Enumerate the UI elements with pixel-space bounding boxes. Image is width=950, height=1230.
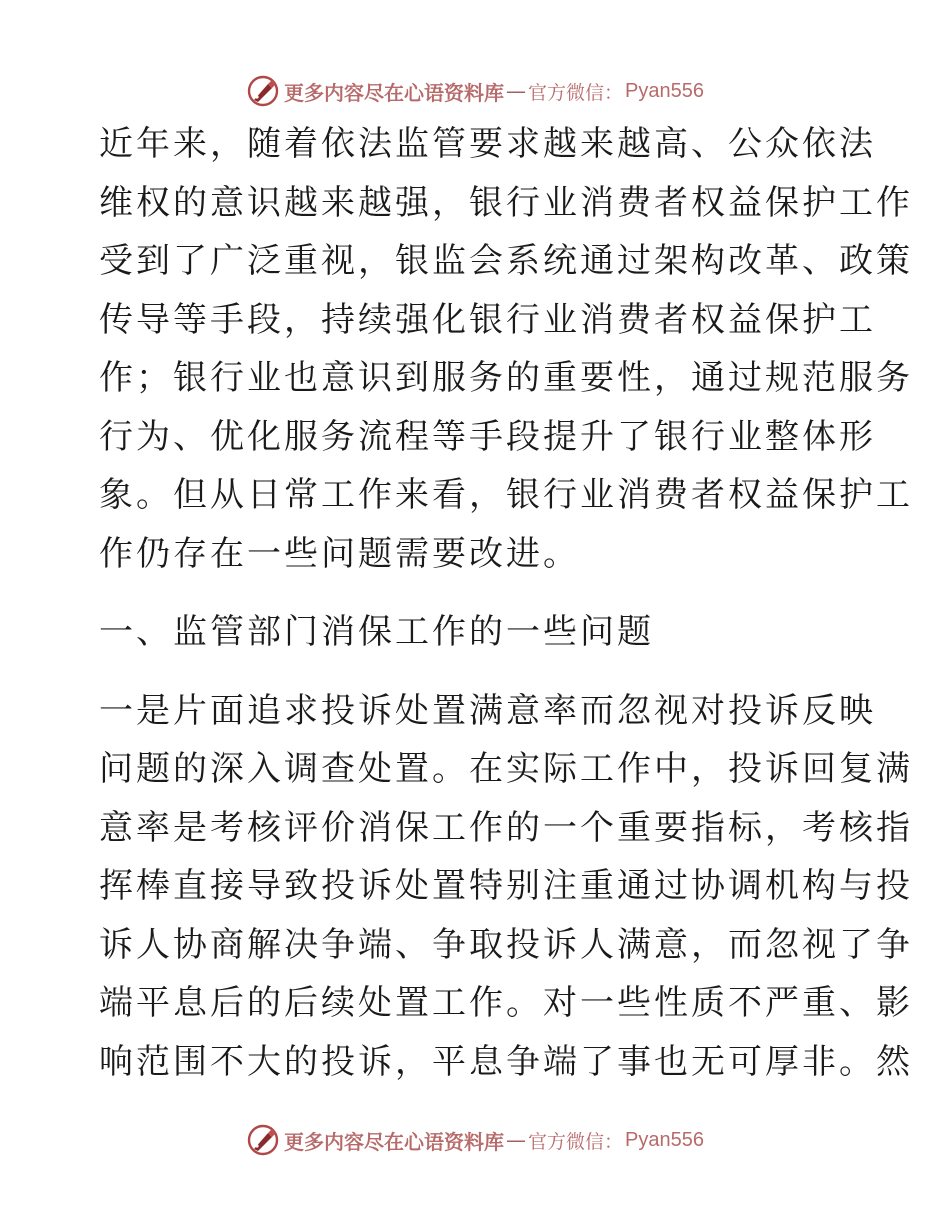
point-one-paragraph xyxy=(99,682,913,1092)
section-heading xyxy=(99,603,859,662)
document-body xyxy=(99,115,913,1091)
banner-main-text: 更多内容尽在心语资料库 xyxy=(284,1129,504,1154)
header-banner xyxy=(0,71,950,111)
text-line: 意率是考核评价消保工作的一个重要指标，考核指 xyxy=(99,807,913,848)
intro-paragraph xyxy=(99,115,913,583)
text-line: 受到了广泛重视，银监会系统通过架构改革、政策 xyxy=(99,241,913,281)
text-line: 端平息后的后续处置工作。对一些性质不严重、影 xyxy=(99,983,913,1023)
text-line: 近年来，随着依法监管要求越来越高、公众依法 xyxy=(99,124,876,164)
text-line: 传导等手段，持续强化银行业消费者权益保护工 xyxy=(99,299,876,340)
pen-nib-logo-icon xyxy=(246,1123,280,1157)
banner-separator: — xyxy=(506,1128,526,1152)
text-line: 一是片面追求投诉处置满意率而忽视对投诉反映 xyxy=(99,690,876,731)
text-line: 作仍存在一些问题需要改进。 xyxy=(99,533,580,574)
banner-separator: — xyxy=(506,79,526,103)
section-heading-text: 一、监管部门消保工作的一些问题 xyxy=(99,612,654,652)
text-line: 挥棒直接导致投诉处置特别注重通过协调机构与投 xyxy=(99,866,913,906)
text-line: 诉人协商解决争端、争取投诉人满意，而忽视了争 xyxy=(99,924,913,965)
banner-wechat-id: Pyan556 xyxy=(625,79,704,102)
text-line: 行为、优化服务流程等手段提升了银行业整体形 xyxy=(99,416,876,457)
banner-official-label: 官方微信： xyxy=(528,1130,624,1153)
banner-official-label: 官方微信： xyxy=(528,81,624,104)
text-line: 维权的意识越来越强，银行业消费者权益保护工作 xyxy=(99,182,913,223)
text-line: 响范围不大的投诉，平息争端了事也无可厚非。然 xyxy=(99,1041,913,1082)
text-line: 问题的深入调查处置。在实际工作中，投诉回复满 xyxy=(99,749,913,789)
pen-nib-logo-icon xyxy=(246,74,280,108)
text-line: 象。但从日常工作来看，银行业消费者权益保护工 xyxy=(99,475,913,515)
banner-wechat-id: Pyan556 xyxy=(625,1128,704,1151)
banner-main-text: 更多内容尽在心语资料库 xyxy=(284,80,504,105)
text-line: 作；银行业也意识到服务的重要性，通过规范服务 xyxy=(99,358,913,398)
footer-banner xyxy=(0,1120,950,1160)
